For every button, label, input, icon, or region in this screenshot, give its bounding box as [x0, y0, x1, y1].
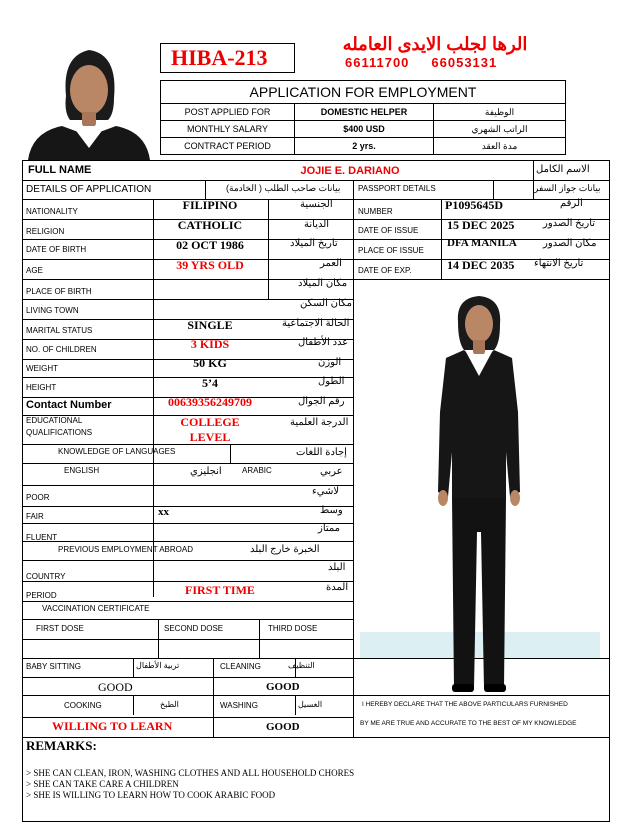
place-of-issue-value: DFA MANILA [447, 237, 517, 249]
remarks-list [26, 768, 354, 801]
full-name-label: FULL NAME [28, 164, 92, 176]
fair-label: FAIR [26, 512, 44, 521]
baby-sitting-value: GOOD [98, 680, 133, 694]
date-of-issue-value: 15 DEC 2025 [447, 218, 515, 232]
religion-value: CATHOLIC [177, 218, 243, 232]
date-of-issue-label: DATE OF ISSUE [358, 226, 419, 235]
pob-label-ar: مكان الميلاد [298, 278, 348, 289]
period-label-ar: المدة [326, 582, 349, 593]
date-of-exp-label: DATE OF EXP. [358, 266, 412, 275]
marital-label-ar: الحالة الاجتماعية [282, 318, 350, 329]
post-value: DOMESTIC HELPER [295, 104, 434, 121]
education-label-ar: الدرجة العلمية [290, 417, 349, 428]
fair-english-value: xx [158, 506, 169, 518]
english-label-ar: انجليزي [190, 466, 222, 477]
poor-label-ar: لاشيء [312, 486, 340, 497]
contract-row [161, 138, 566, 155]
contact-label: Contact Number [26, 399, 112, 411]
post-label-ar: الوظيفة [434, 104, 566, 121]
languages-title-ar: إجادة اللغات [296, 447, 347, 458]
height-label: HEIGHT [26, 383, 57, 392]
declaration-line-1: I HEREBY DECLARE THAT THE ABOVE PARTICULARS FURNISHED [362, 701, 568, 708]
education-label-2: QUALIFICATIONS [26, 428, 93, 437]
washing-label: WASHING [220, 701, 258, 710]
full-name-label-ar: الاسم الكامل [536, 164, 590, 175]
poor-label: POOR [26, 493, 50, 502]
period-value: FIRST TIME [185, 583, 255, 597]
nationality-label-ar: الجنسية [300, 199, 333, 210]
fair-label-ar: وسط [320, 505, 343, 516]
marital-label: MARITAL STATUS [26, 326, 93, 335]
salary-value: $400 USD [295, 121, 434, 138]
vaccination-title: VACCINATION CERTIFICATE [42, 604, 150, 613]
languages-title: KNOWLEDGE OF LANGUAGES [58, 447, 176, 456]
salary-label: MONTHLY SALARY [161, 121, 295, 138]
passport-number-label-ar: الرقم [560, 198, 583, 209]
details-label: DETAILS OF APPLICATION [26, 184, 152, 195]
agency-name-arabic: الرها لجلب الايدى العامله [342, 34, 528, 54]
baby-sitting-label-ar: تربية الأطفال [136, 661, 180, 670]
baby-sitting-label: BABY SITTING [26, 662, 81, 671]
cooking-value: WILLING TO LEARN [52, 719, 173, 733]
employment-title: PREVIOUS EMPLOYMENT ABROAD [58, 545, 193, 554]
full-body-photo [360, 292, 600, 696]
post-row [161, 104, 566, 121]
height-label-ar: الطول [318, 376, 345, 387]
religion-label-ar: الديانة [304, 219, 330, 230]
contract-label-ar: مدة العقد [434, 138, 566, 155]
dob-label-ar: تاريخ الميلاد [290, 238, 338, 249]
post-label: POST APPLIED FOR [161, 104, 295, 121]
declaration-line-2: BY ME ARE TRUE AND ACCURATE TO THE BEST OF MY KNOWLEDGE [360, 720, 577, 727]
education-value-1: COLLEGE [180, 415, 240, 429]
form-title: APPLICATION FOR EMPLOYMENT [161, 81, 566, 104]
remark-item: > SHE CAN TAKE CARE A CHILDREN [26, 779, 179, 789]
application-summary-table [160, 80, 566, 155]
portrait-photo [22, 36, 156, 160]
age-value: 39 YRS OLD [176, 258, 244, 272]
cleaning-label-ar: التنظيف [288, 661, 315, 670]
arabic-label-ar: عربي [320, 466, 343, 477]
agency-phone-2: 66053131 [431, 55, 498, 70]
age-label-ar: العمر [320, 258, 342, 269]
cleaning-label: CLEANING [220, 662, 261, 671]
children-value: 3 KIDS [190, 337, 230, 351]
date-of-exp-label-ar: تاريخ الانتهاء [534, 258, 584, 269]
full-name-value: JOJIE E. DARIANO [300, 165, 400, 177]
passport-number-value: P1095645D [445, 198, 503, 212]
arabic-label: ARABIC [242, 466, 272, 475]
passport-number-label: NUMBER [358, 207, 393, 216]
place-of-issue-label: PLACE OF ISSUE [358, 246, 424, 255]
agency-phones [345, 55, 525, 70]
english-label: ENGLISH [64, 466, 100, 475]
fluent-label-ar: ممتاز [318, 523, 341, 534]
remark-item: > SHE IS WILLING TO LEARN HOW TO COOK ARABIC FOOD [26, 790, 276, 800]
passport-details-label-ar: بيانات جواز السفر [534, 183, 601, 193]
place-of-issue-label-ar: مكان الصدور [543, 238, 597, 249]
third-dose-label: THIRD DOSE [268, 624, 318, 633]
contract-label: CONTRACT PERIOD [161, 138, 295, 155]
dob-label: DATE OF BIRTH [26, 245, 87, 254]
passport-details-label: PASSPORT DETAILS [358, 184, 436, 193]
salary-label-ar: الراتب الشهري [434, 121, 566, 138]
weight-value: 50 KG [193, 356, 227, 370]
pob-label: PLACE OF BIRTH [26, 287, 92, 296]
children-label-ar: عدد الأطفال [298, 337, 349, 348]
weight-label-ar: الوزن [318, 357, 342, 368]
cooking-label: COOKING [64, 701, 102, 710]
salary-row [161, 121, 566, 138]
washing-value: GOOD [266, 721, 300, 733]
washing-label-ar: الغسيل [298, 700, 323, 709]
religion-label: RELIGION [26, 227, 65, 236]
age-label: AGE [26, 266, 43, 275]
cleaning-value: GOOD [266, 681, 300, 693]
contact-value: 00639356249709 [168, 395, 252, 409]
nationality-label: NATIONALITY [26, 207, 78, 216]
children-label: NO. OF CHILDREN [26, 345, 97, 354]
date-of-issue-label-ar: تاريخ الصدور [543, 218, 596, 229]
country-label: COUNTRY [26, 572, 66, 581]
remarks-title: REMARKS [26, 738, 93, 753]
dob-value: 02 OCT 1986 [176, 238, 244, 252]
weight-label: WEIGHT [26, 364, 58, 373]
contract-value: 2 yrs. [295, 138, 434, 155]
contact-label-ar: رقم الجوال [298, 396, 345, 407]
period-label: PERIOD [26, 591, 57, 600]
marital-value: SINGLE [187, 318, 233, 332]
cooking-label-ar: الطبخ [160, 700, 179, 709]
living-town-label-ar: مكان السكن [300, 298, 352, 309]
education-value-2: LEVEL [189, 430, 231, 444]
employment-title-ar: الخبرة خارج البلد [250, 544, 320, 555]
remarks-section: REMARKS: > SHE CAN CLEAN, IRON, WASHING CLOTHES AND ALL HOUSEHOLD CHORES > SHE CAN TAKE CARE A CHILDREN > SHE IS WILLING TO LEARN HOW TO COOK ARABIC FOOD [26, 738, 355, 800]
education-label-1: EDUCATIONAL [26, 416, 83, 425]
agency-phone-1: 66111700 [345, 55, 410, 70]
remark-item: > SHE CAN CLEAN, IRON, WASHING CLOTHES AND ALL HOUSEHOLD CHORES [26, 768, 355, 778]
details-label-ar: بيانات صاحب الطلب ( الخادمة) [226, 183, 341, 193]
second-dose-label: SECOND DOSE [164, 624, 224, 633]
living-town-label: LIVING TOWN [26, 306, 79, 315]
height-value: 5’4 [202, 376, 218, 390]
fluent-label: FLUENT [26, 533, 58, 542]
applicant-code: HIBA-213 [160, 43, 295, 73]
country-label-ar: البلد [328, 562, 346, 573]
nationality-value: FILIPINO [182, 198, 238, 212]
first-dose-label: FIRST DOSE [36, 624, 84, 633]
date-of-exp-value: 14 DEC 2035 [447, 258, 515, 272]
